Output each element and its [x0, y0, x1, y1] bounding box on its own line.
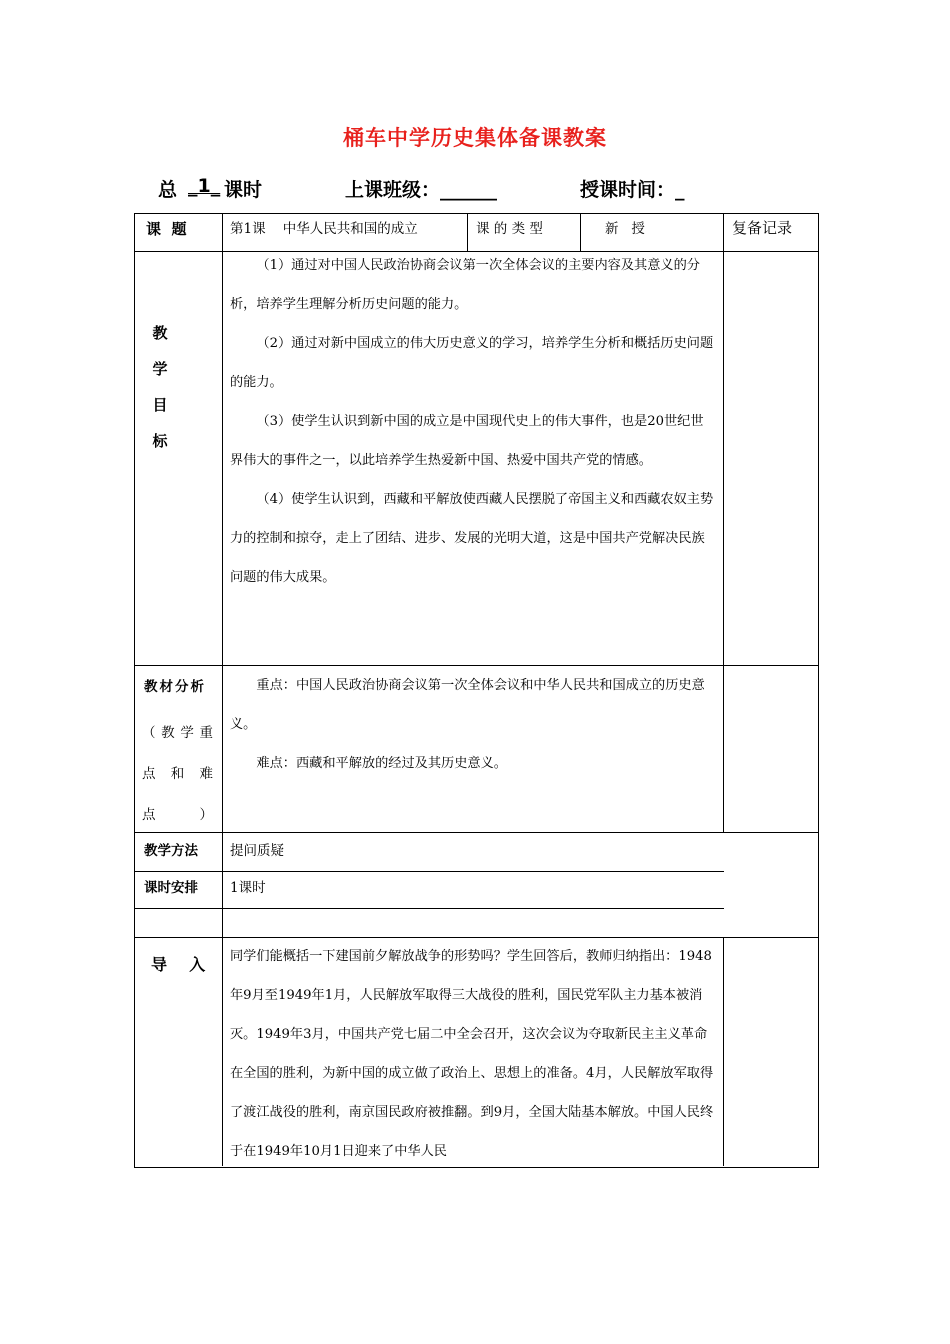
- topic-label: 课 题: [146, 220, 187, 238]
- col-line: [723, 213, 724, 832]
- objective-paragraph: （2）通过对新中国成立的伟大历史意义的学习，培养学生分析和概括历史问题的能力。: [230, 336, 714, 390]
- intro-content: [230, 937, 716, 1165]
- analysis-content: [230, 666, 716, 783]
- method-value: 提问质疑: [230, 843, 284, 859]
- topic-value: 第1课 中华人民共和国的成立: [230, 221, 418, 237]
- total-prefix: 总: [158, 179, 178, 201]
- class-field: 上课班级：______: [345, 179, 498, 201]
- objectives-label-char: 目: [152, 396, 168, 414]
- total-suffix: 课时: [224, 179, 263, 201]
- lesson-meta: [158, 175, 798, 203]
- row-line: [134, 832, 818, 833]
- objectives-label-char: 学: [152, 360, 168, 378]
- row-line: [134, 871, 724, 872]
- objectives-label-char: 教: [152, 324, 168, 342]
- page-title: 桶车中学历史集体备课教案: [343, 126, 607, 150]
- intro-text: 同学们能概括一下建国前夕解放战争的形势吗？学生回答后，教师归纳指出：1948年9月至1949年1月，人民解放军取得三大战役的胜利，国民党军队主力基本被消灭。1949年3月，中国共产党七届二中全会召开，这次会议为夺取新民主主义革命在全国的胜利，为新中国的成立做了政治上、思想上的准备。4月，人民解放军取得了渡江战役的胜利，南京国民政府被推翻。到9月，全国大陆基本解放。中国人民终于在1949年10月1日迎来了中华人民: [230, 949, 714, 1159]
- objective-paragraph: （4）使学生认识到，西藏和平解放使西藏人民摆脱了帝国主义和西藏农奴主势力的控制和掠夺，走上了团结、进步、发展的光明大道，这是中国共产党解决民族问题的伟大成果。: [230, 492, 714, 585]
- key-point: 重点：中国人民政治协商会议第一次全体会议和中华人民共和国成立的历史意义。: [230, 678, 705, 732]
- objectives-label-char: 标: [152, 432, 168, 450]
- objectives-content: [230, 246, 716, 597]
- method-label: 教学方法: [144, 843, 198, 859]
- time-field: 授课时间：_: [580, 179, 685, 201]
- schedule-label: 课时安排: [144, 880, 198, 896]
- objective-paragraph: （3）使学生认识到新中国的成立是中国现代史上的伟大事件，也是20世纪世界伟大的事件之一，以此培养学生热爱新中国、热爱中国共产党的情感。: [230, 414, 704, 468]
- col-line: [723, 937, 724, 1166]
- intro-label: 导 入: [151, 955, 206, 974]
- lesson-type-label: 课 的 类 型: [476, 221, 543, 237]
- row-line: [134, 908, 724, 909]
- lesson-type-value: 新 授: [605, 221, 645, 237]
- analysis-sublabel: （教学重点和难点）: [142, 725, 216, 823]
- review-record-label: 复备记录: [732, 219, 793, 237]
- objective-paragraph: （1）通过对中国人民政治协商会议第一次全体会议的主要内容及其意义的分析，培养学生理解分析历史问题的能力。: [230, 258, 700, 312]
- total-hours: _1_: [188, 175, 221, 197]
- schedule-value: 1课时: [230, 880, 266, 896]
- difficult-point: 难点：西藏和平解放的经过及其历史意义。: [256, 756, 507, 771]
- col-line: [222, 213, 223, 1166]
- analysis-label: 教材分析: [144, 679, 206, 695]
